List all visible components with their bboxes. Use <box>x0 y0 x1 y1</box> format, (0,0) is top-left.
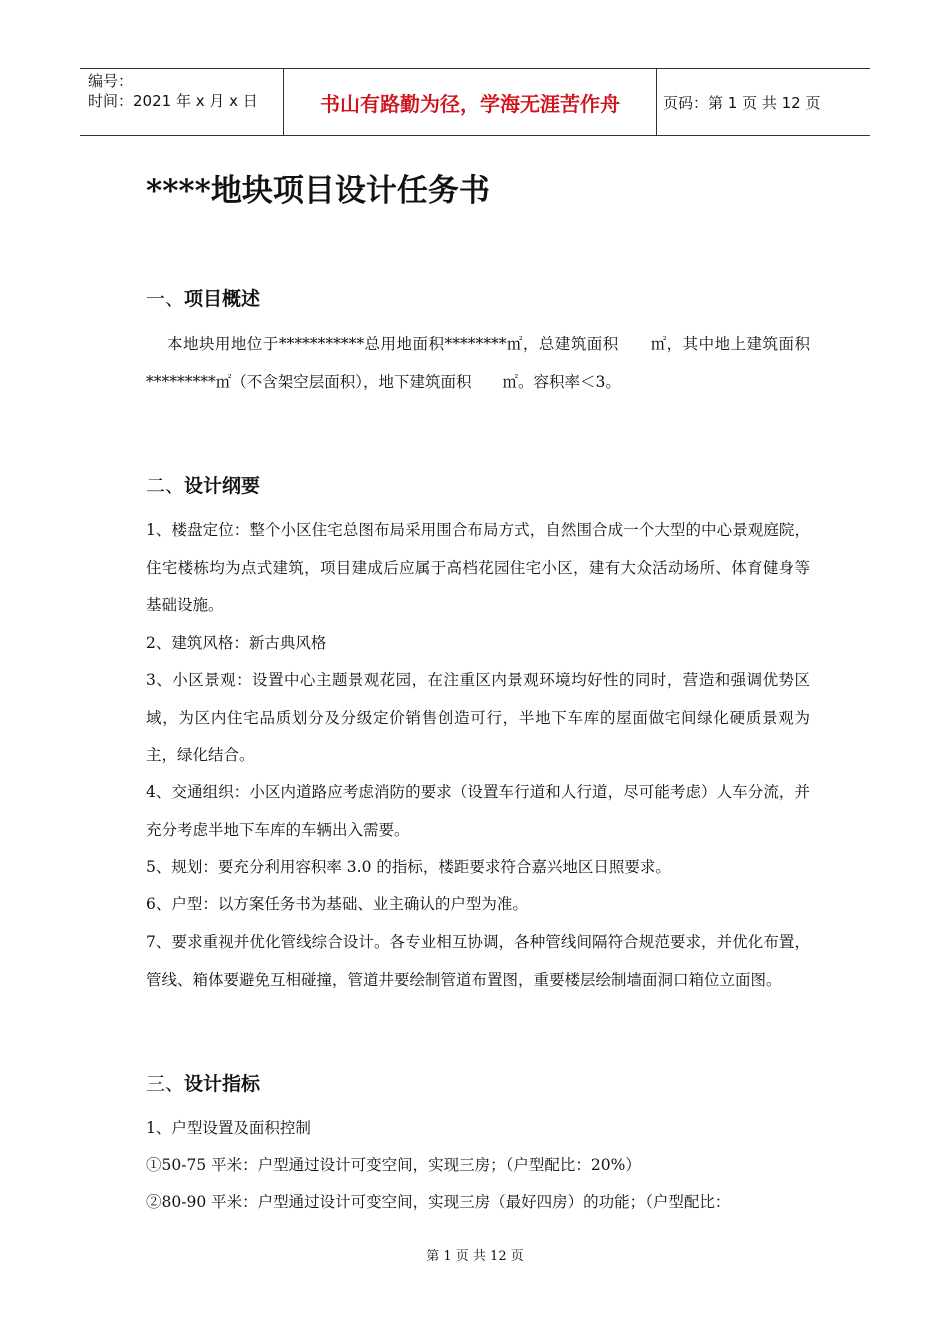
indicator-line: 1、户型设置及面积控制 <box>146 1119 311 1137</box>
section-heading-overview <box>146 284 260 311</box>
serial-label: 编号： <box>88 72 134 90</box>
indicator-line: ①50-75 平米：户型通过设计可变空间，实现三房；（户型配比：20%） <box>146 1156 641 1174</box>
outline-item: 3、小区景观：设置中心主题景观花园，在注重区内景观环境均好性的同时，营造和强调优势区域，为区内住宅品质划分及分级定价销售创造可行，半地下车库的屋面做宅间绿化硬质景观为主，绿化结合。 <box>146 671 810 764</box>
section-number: 三、 <box>146 1073 185 1095</box>
section-title: 项目概述 <box>184 288 261 310</box>
header-motto: 书山有路勤为径，学海无涯苦作舟 <box>283 69 657 135</box>
header-meta <box>88 69 283 137</box>
outline-item: 5、规划：要充分利用容积率 3.0 的指标，楼距要求符合嘉兴地区日照要求。 <box>146 858 671 876</box>
indicator-line: ②80-90 平米：户型通过设计可变空间，实现三房（最好四房）的功能；（户型配比： <box>146 1193 731 1211</box>
outline-item: 4、交通组织：小区内道路应考虑消防的要求（设置车行道和人行道，尽可能考虑）人车分流，并充分考虑半地下车库的车辆出入需要。 <box>146 783 810 839</box>
outline-item: 6、户型：以方案任务书为基础、业主确认的户型为准。 <box>146 895 528 913</box>
outline-item: 7、要求重视并优化管线综合设计。各专业相互协调，各种管线间隔符合规范要求，并优化布置，管线、箱体要避免互相碰撞，管道井要绘制管道布置图，重要楼层绘制墙面洞口箱位立面图。 <box>146 933 810 989</box>
page-header <box>80 68 870 136</box>
section-number: 二、 <box>146 475 185 497</box>
document-title: ****地块项目设计任务书 <box>146 173 490 209</box>
section-title: 设计指标 <box>184 1073 261 1095</box>
section-heading-outline <box>146 471 260 498</box>
overview-paragraph: 本地块用地位于***********总用地面积********㎡，总建筑面积 ㎡，其中地上建筑面积*********㎡（不含架空层面积），地下建筑面积 ㎡。容积率＜3。 <box>146 335 810 391</box>
section-title: 设计纲要 <box>184 475 261 497</box>
header-page-info: 页码：第 1 页 共 12 页 <box>663 93 821 112</box>
section-heading-indicators <box>146 1069 260 1096</box>
outline-item: 1、楼盘定位：整个小区住宅总图布局采用围合布局方式，自然围合成一个大型的中心景观庭院，住宅楼栋均为点式建筑，项目建成后应属于高档花园住宅小区，建有大众活动场所、体育健身等基础设施。 <box>146 521 810 614</box>
time-label: 时间：2021 年 x 月 x 日 <box>88 92 258 110</box>
section-number: 一、 <box>146 288 185 310</box>
outline-item: 2、建筑风格：新古典风格 <box>146 634 327 652</box>
page-footer: 第 1 页 共 12 页 <box>426 1249 524 1264</box>
